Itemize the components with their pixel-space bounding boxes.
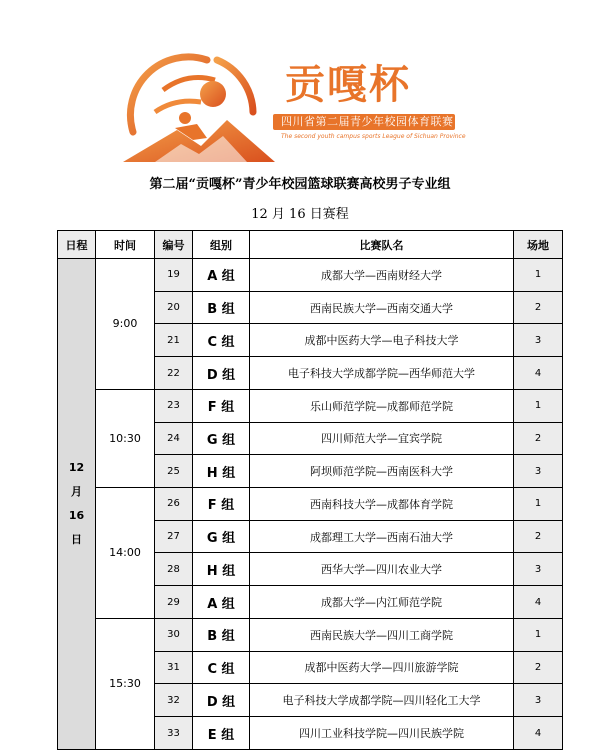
league-logo [115, 50, 485, 166]
match-teams: 西华大学—四川农业大学 [250, 553, 514, 586]
match-group: F 组 [193, 389, 250, 422]
match-group: D 组 [193, 357, 250, 390]
match-group: G 组 [193, 422, 250, 455]
match-teams: 乐山师范学院—成都师范学院 [250, 389, 514, 422]
table-row [58, 488, 563, 521]
match-number: 23 [155, 389, 193, 422]
match-venue: 4 [514, 357, 563, 390]
table-header-row [58, 231, 563, 259]
table-row [58, 389, 563, 422]
match-teams: 成都中医药大学—四川旅游学院 [250, 651, 514, 684]
document-title: 第二届“贡嘎杯”青少年校园篮球联赛高校男子专业组 [149, 177, 451, 192]
match-group: C 组 [193, 651, 250, 684]
match-group: G 组 [193, 520, 250, 553]
date-part: 月 [71, 485, 82, 498]
date-part: 日 [71, 533, 82, 546]
match-teams: 四川工业科技学院—四川民族学院 [250, 717, 514, 750]
match-venue: 3 [514, 553, 563, 586]
time-cell: 10:30 [96, 389, 155, 487]
match-teams: 成都大学—内江师范学院 [250, 586, 514, 619]
table-row [58, 618, 563, 651]
match-teams: 西南民族大学—西南交通大学 [250, 291, 514, 324]
table-row [58, 259, 563, 292]
header-group: 组别 [193, 231, 250, 259]
match-teams: 成都中医药大学—电子科技大学 [250, 324, 514, 357]
match-venue: 3 [514, 684, 563, 717]
match-group: A 组 [193, 586, 250, 619]
match-group: D 组 [193, 684, 250, 717]
match-teams: 四川师范大学—宜宾学院 [250, 422, 514, 455]
match-group: A 组 [193, 259, 250, 292]
header-number: 编号 [155, 231, 193, 259]
match-venue: 4 [514, 717, 563, 750]
match-teams: 成都大学—西南财经大学 [250, 259, 514, 292]
time-cell: 14:00 [96, 488, 155, 619]
match-number: 22 [155, 357, 193, 390]
match-group: E 组 [193, 717, 250, 750]
document-subtitle: 12 月 16 日赛程 [251, 207, 349, 222]
match-number: 29 [155, 586, 193, 619]
match-number: 21 [155, 324, 193, 357]
match-teams: 电子科技大学成都学院—西华师范大学 [250, 357, 514, 390]
time-cell: 15:30 [96, 618, 155, 749]
match-venue: 2 [514, 291, 563, 324]
match-teams: 阿坝师范学院—西南医科大学 [250, 455, 514, 488]
match-venue: 3 [514, 324, 563, 357]
logo-english-subtitle: The second youth campus sports League of Sichuan Province [281, 133, 466, 140]
header-venue: 场地 [514, 231, 563, 259]
match-number: 32 [155, 684, 193, 717]
match-group: H 组 [193, 455, 250, 488]
match-teams: 西南民族大学—四川工商学院 [250, 618, 514, 651]
match-number: 25 [155, 455, 193, 488]
match-number: 27 [155, 520, 193, 553]
basketball-mountain-emblem-icon [115, 50, 285, 166]
logo-subtitle: 四川省第二届青少年校园体育联赛 [281, 115, 454, 128]
header-date: 日程 [58, 231, 96, 259]
date-part: 12 [68, 461, 85, 474]
date-cell [58, 259, 96, 750]
match-group: H 组 [193, 553, 250, 586]
match-teams: 成都理工大学—西南石油大学 [250, 520, 514, 553]
match-number: 30 [155, 618, 193, 651]
match-venue: 3 [514, 455, 563, 488]
match-venue: 2 [514, 651, 563, 684]
match-number: 20 [155, 291, 193, 324]
match-number: 28 [155, 553, 193, 586]
match-venue: 1 [514, 259, 563, 292]
match-teams: 电子科技大学成都学院—四川轻化工大学 [250, 684, 514, 717]
match-group: C 组 [193, 324, 250, 357]
match-teams: 西南科技大学—成都体育学院 [250, 488, 514, 521]
match-number: 26 [155, 488, 193, 521]
match-group: F 组 [193, 488, 250, 521]
match-group: B 组 [193, 291, 250, 324]
match-group: B 组 [193, 618, 250, 651]
time-cell: 9:00 [96, 259, 155, 390]
date-part: 16 [68, 509, 85, 522]
match-venue: 1 [514, 618, 563, 651]
match-venue: 2 [514, 422, 563, 455]
match-number: 31 [155, 651, 193, 684]
match-number: 33 [155, 717, 193, 750]
logo-name: 贡嘎杯 [285, 62, 411, 108]
match-venue: 1 [514, 389, 563, 422]
schedule-table [57, 230, 563, 750]
match-venue: 2 [514, 520, 563, 553]
header-time: 时间 [96, 231, 155, 259]
match-venue: 4 [514, 586, 563, 619]
header-teams: 比赛队名 [250, 231, 514, 259]
match-number: 19 [155, 259, 193, 292]
match-number: 24 [155, 422, 193, 455]
match-venue: 1 [514, 488, 563, 521]
